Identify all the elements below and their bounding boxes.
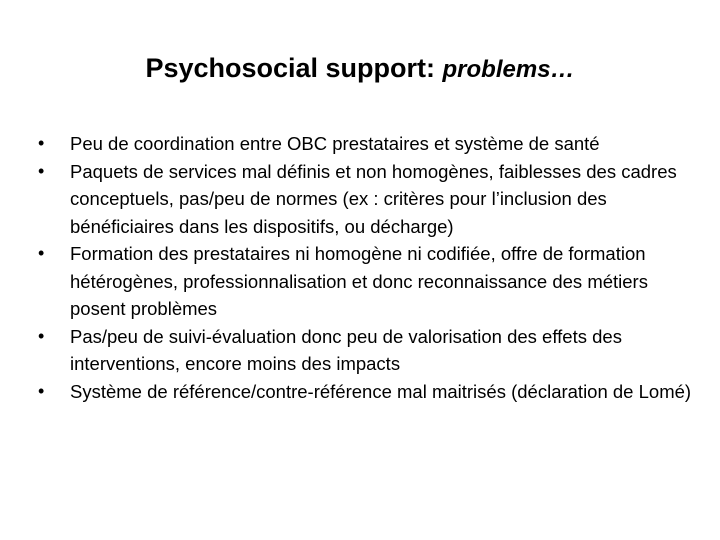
bullet-item [38,130,698,158]
bullet-text: Système de référence/contre-référence mal maitrisés (déclaration de Lomé) [70,380,692,402]
bullet-text: Peu de coordination entre OBC prestataires et système de santé [70,133,600,154]
bullet-item [38,378,698,406]
slide-title [0,48,720,90]
bullet-dot-icon: • [38,160,45,181]
bullet-item [38,158,698,241]
bullet-text: Pas/peu de suivi-évaluation donc peu de valorisation des effets des interventions, encore moins des impacts [70,325,622,374]
slide-title-emphasis: problems… [442,56,575,83]
bullet-item [38,240,698,323]
slide-title-main: Psychosocial support: [145,53,443,83]
bullet-dot-icon: • [38,243,45,263]
bullet-item [38,323,698,378]
bullet-text: Formation des prestataires ni homogène ni codifiée, offre de formation hétérogènes, professionnalisation et donc reconnaissance des métiers posent problèmes [70,243,648,319]
bullet-list [38,130,698,405]
bullet-text: Paquets de services mal définis et non homogènes, faiblesses des cadres conceptuels, pas/peu de normes (ex : critères pour l’inclusion des bénéficiaires dans les dispositifs, ou décharge) [70,160,677,237]
bullet-dot-icon: • [38,133,45,153]
bullet-dot-icon: • [38,380,45,401]
bullet-dot-icon: • [38,325,45,346]
